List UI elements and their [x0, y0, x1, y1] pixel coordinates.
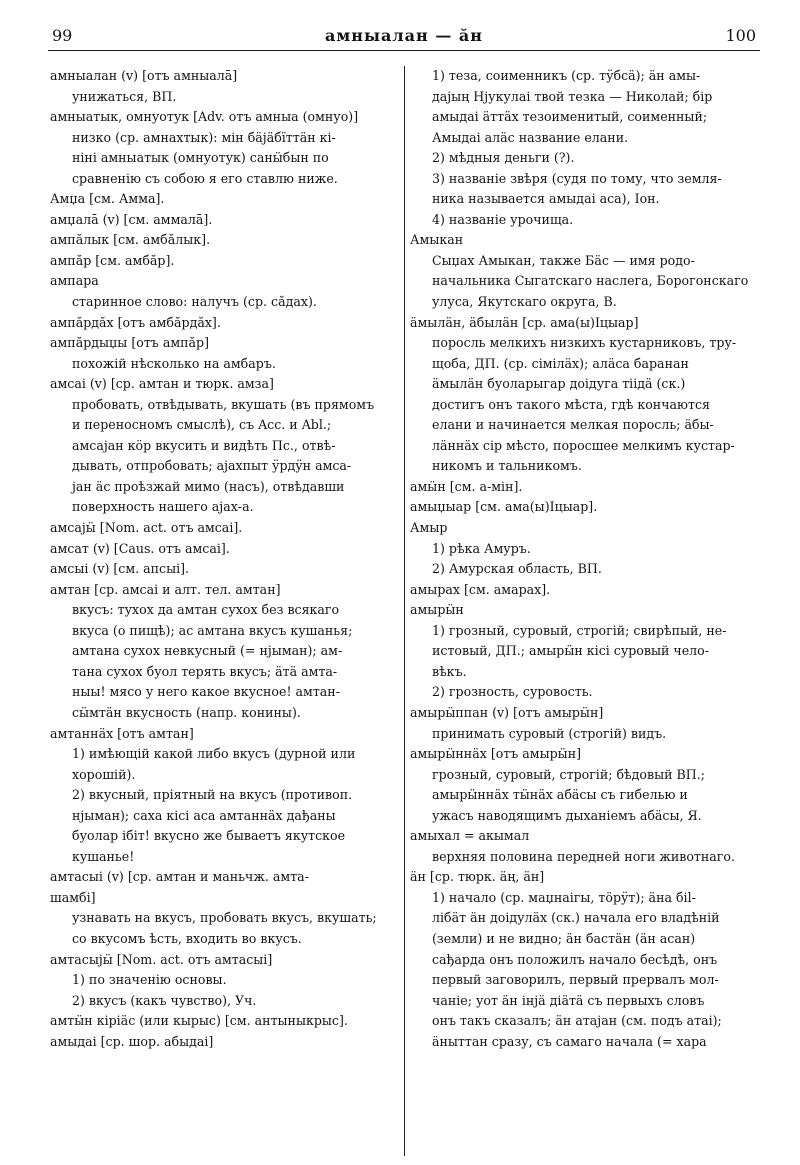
entry-headword-line: ампӑлык [см. амбӑлык].: [50, 232, 211, 248]
entry-text-line: похожій нѣсколько на амбаръ.: [72, 355, 276, 371]
entry-text-line: 2) Амурская область, ВП.: [432, 561, 602, 577]
column-divider: [404, 66, 405, 1156]
entry-headword-line: амыхал = акымал: [410, 828, 530, 844]
entry-text-line: сравненію съ собою я его ставлю ниже.: [72, 170, 338, 186]
entry-headword-line: амырӹппан (v) [отъ амырӹн]: [410, 704, 604, 720]
entry-headword-line: амырӹннӓх [отъ амырӹн]: [410, 746, 582, 762]
left-column: [50, 66, 405, 1156]
entry-text-line: вѣкъ.: [432, 663, 467, 679]
entry-text-line: јан ӓс проѣзжай мимо (насъ), отвѣдавши: [72, 478, 345, 494]
entry-text-line: 2) грозность, суровость.: [432, 684, 593, 700]
entry-headword-line: амтӹн кіріӓс (или кырыс) [см. антыныкрыс].: [50, 1013, 348, 1029]
entry-text-line: Сыџах Амыкан, также Бӓс — имя родо-: [432, 252, 695, 268]
entry-text-line: начальника Сыгатскаго наслега, Борогонскаго: [432, 273, 749, 289]
entry-text-line: ныы! мясо у него какое вкусное! амтан-: [72, 684, 340, 700]
entry-headword-line: ампӑрдыџы [отъ ампӑр]: [50, 335, 209, 351]
entry-text-line: онъ такъ сказалъ; ӓн атаjан (см. подъ атаі);: [432, 1013, 722, 1029]
page-number-left: 99: [52, 26, 73, 45]
entry-text-line: ніні амныатык (омнуотук) санӹбын по: [72, 150, 329, 166]
entry-text-line: нјыман); саха кісі аса амтаннӓх дађаны: [72, 807, 336, 823]
entry-headword-line: амырӹн: [410, 602, 464, 618]
entry-headword-line: амтан [ср. амсаі и алт. тел. амтан]: [50, 581, 281, 597]
page-number-right: 100: [725, 26, 756, 45]
entry-text-line: первый заговорилъ, первый прервалъ мол-: [432, 972, 719, 988]
entry-text-line: 1) рѣка Амуръ.: [432, 540, 531, 556]
entry-text-line: вкуса (о пищѣ); ас амтана вкусъ кушанья;: [72, 622, 353, 638]
entry-text-line: пробовать, отвѣдывать, вкушать (въ прямомъ: [72, 396, 375, 412]
entry-text-line: улуса, Якутскаго округа, В.: [432, 294, 617, 310]
entry-text-line: старинное слово: налучъ (ср. сӑдах).: [72, 294, 317, 310]
entry-text-line: низко (ср. амнахтык): мін бӓјӓбїттӓн кі-: [72, 129, 336, 145]
page-header: [48, 24, 760, 51]
entry-text-line: лібӓт ӓн доідулӓх (ск.) начала его владѣній: [432, 910, 720, 926]
right-column: [410, 66, 765, 1156]
entry-text-line: (земли) и не видно; ӓн бастӓн (ӓн асан): [432, 930, 696, 946]
entry-text-line: кушанье!: [72, 848, 135, 864]
entry-text-line: елани и начинается мелкая поросль; ӓбы-: [432, 417, 714, 433]
entry-text-line: щоба, ДП. (ср. сімілӓх); алӓса баранан: [432, 355, 689, 371]
entry-text-line: хорошій).: [72, 766, 136, 782]
entry-text-line: амыдаі ӓттӓх тезоименитый, соименный;: [432, 109, 708, 125]
entry-text-line: чаніе; уот ӓн інjӓ діӓтӓ съ первыхъ словъ: [432, 992, 705, 1008]
entry-text-line: 4) названіе урочища.: [432, 211, 574, 227]
entry-headword-line: ӓмылӓн, ӓбылӓн [ср. ама(ы)Іцыар]: [410, 314, 639, 330]
entry-text-line: Амыдаі алӓс название елани.: [432, 129, 629, 145]
entry-text-line: 1) теза, соименникъ (ср. тӱбсӓ); ӓн амы-: [432, 68, 701, 83]
entry-text-line: унижаться, ВП.: [72, 88, 177, 104]
entry-headword-line: амӹн [см. а-мін].: [410, 478, 523, 494]
entry-text-line: 1) начало (ср. маџнаігы, тӧрӱт); ӓна біl-: [432, 889, 696, 905]
entry-text-line: 1) по значенію основы.: [72, 972, 227, 988]
entry-text-line: достигъ онъ такого мѣста, гдѣ кончаются: [432, 396, 710, 412]
entry-headword-line: Амџа [см. Амма].: [50, 191, 165, 207]
entry-headword-line: амныатык, омнуотук [Adv. отъ амныа (омнуо)]: [50, 109, 359, 125]
entry-text-line: грозный, суровый, строгій; бѣдовый ВП.;: [432, 766, 705, 782]
entry-text-line: сађарда онъ положилъ начало бесѣдѣ, онъ: [432, 951, 718, 967]
entry-text-line: поверхность нашего аjах-а.: [72, 499, 254, 515]
entry-text-line: 3) названіе звѣря (судя по тому, что земля-: [432, 170, 722, 186]
entry-headword-line: амсат (v) [Caus. отъ амсаі].: [50, 540, 230, 556]
entry-text-line: ужасъ наводящимъ дыханіемъ абӓсы, Я.: [432, 807, 702, 823]
entry-headword-line: амсаjӹ [Nom. act. отъ амсаі].: [50, 520, 243, 536]
entry-text-line: ника называется амыдаі аса), Іон.: [432, 191, 660, 207]
entry-text-line: верхняя половина передней ноги животнаго.: [432, 848, 735, 864]
entry-text-line: никомъ и тальникомъ.: [432, 458, 582, 474]
entry-headword-line: амыдаі [ср. шор. абыдаі]: [50, 1033, 214, 1049]
entry-headword-line: амтаннӓх [отъ амтан]: [50, 725, 194, 741]
entry-headword-line: амырах [см. амарах].: [410, 581, 551, 597]
entry-text-line: лӓннӓх сір мѣсто, поросшее мелкимъ кустар-: [432, 437, 735, 453]
entry-headword-line: амсаі (v) [ср. амтан и тюрк. амза]: [50, 376, 274, 392]
entry-headword-line: амыџыар [см. ама(ы)Іцыар].: [410, 499, 598, 515]
entry-text-line: 2) вкусъ (какъ чувство), Уч.: [72, 992, 257, 1008]
entry-text-line: тана сухох буол терять вкусъ; ӓтӓ амта-: [72, 663, 338, 679]
entry-text-line: 2) вкусный, пріятный на вкусъ (противоп.: [72, 787, 353, 803]
entry-headword-line: ампӑр [см. амбӑр].: [50, 252, 175, 268]
entry-headword-line: шамбі]: [50, 889, 96, 905]
entry-headword-line: амџалā (v) [см. аммалā].: [50, 211, 213, 227]
entry-headword-line: амныалан (v) [отъ амныалā]: [50, 68, 238, 83]
entry-text-line: ӓныттан сразу, съ самаго начала (= хара: [432, 1033, 707, 1049]
entry-text-line: вкусъ: тухох да амтан сухох без всякаго: [72, 602, 340, 618]
entry-headword-line: ампӑрдӑх [отъ амбӑрдӑх].: [50, 314, 221, 330]
entry-text-line: амсаjан кӧр вкусить и видѣть Пс., отвѣ-: [72, 437, 336, 453]
entry-text-line: буолар ібіт! вкусно же бываетъ якутское: [72, 828, 346, 844]
entry-text-line: 1) имѣющій какой либо вкусъ (дурной или: [72, 746, 356, 762]
entry-text-line: поросль мелкихъ низкихъ кустарниковъ, тру-: [432, 335, 737, 351]
entry-headword-line: ӓн [ср. тюрк. ӓң, ӓн]: [410, 869, 545, 885]
entry-text-line: даjың Нјукулаі твой тезка — Николай; бір: [432, 88, 713, 104]
entry-text-line: ӓмылӓн буоларыгар доідуга тіідӓ (ск.): [432, 376, 686, 392]
entry-text-line: амырӹннӓх тӹнӓх абӓсы съ гибелью и: [432, 787, 688, 803]
entry-headword-line: амсыі (v) [см. апсыі].: [50, 561, 190, 577]
entry-headword-line: амтасыі (v) [ср. амтан и маньчж. амта-: [50, 869, 309, 885]
entry-text-line: со вкусомъ ѣсть, входить во вкусъ.: [72, 930, 302, 946]
entry-text-line: сӹмтӓн вкусность (напр. конины).: [72, 704, 301, 720]
entry-headword-line: Амыкан: [410, 232, 464, 248]
entry-headword-line: амтасыjӹ [Nom. act. отъ амтасыі]: [50, 951, 273, 967]
entry-text-line: амтана сухох невкусный (= нјыман); ам-: [72, 643, 343, 659]
entry-text-line: дывать, отпробовать; аjахпыт ӱрдӱн амса-: [72, 458, 352, 474]
entry-text-line: и переносномъ смыслѣ), съ Acc. и Abl.;: [72, 417, 332, 433]
running-title: амныалан — ӑн: [325, 26, 483, 45]
entry-text-line: принимать суровый (строгій) видъ.: [432, 725, 667, 741]
entry-text-line: 1) грозный, суровый, строгій; свирѣпый, не-: [432, 622, 727, 638]
entry-text-line: 2) мѣдныя деньги (?).: [432, 150, 575, 166]
entry-headword-line: ампара: [50, 273, 99, 289]
entry-headword-line: Амыр: [410, 520, 448, 536]
entry-text-line: истовый, ДП.; амырӹн кісі суровый чело-: [432, 643, 710, 659]
entry-text-line: узнавать на вкусъ, пробовать вкусъ, вкушать;: [72, 910, 377, 926]
